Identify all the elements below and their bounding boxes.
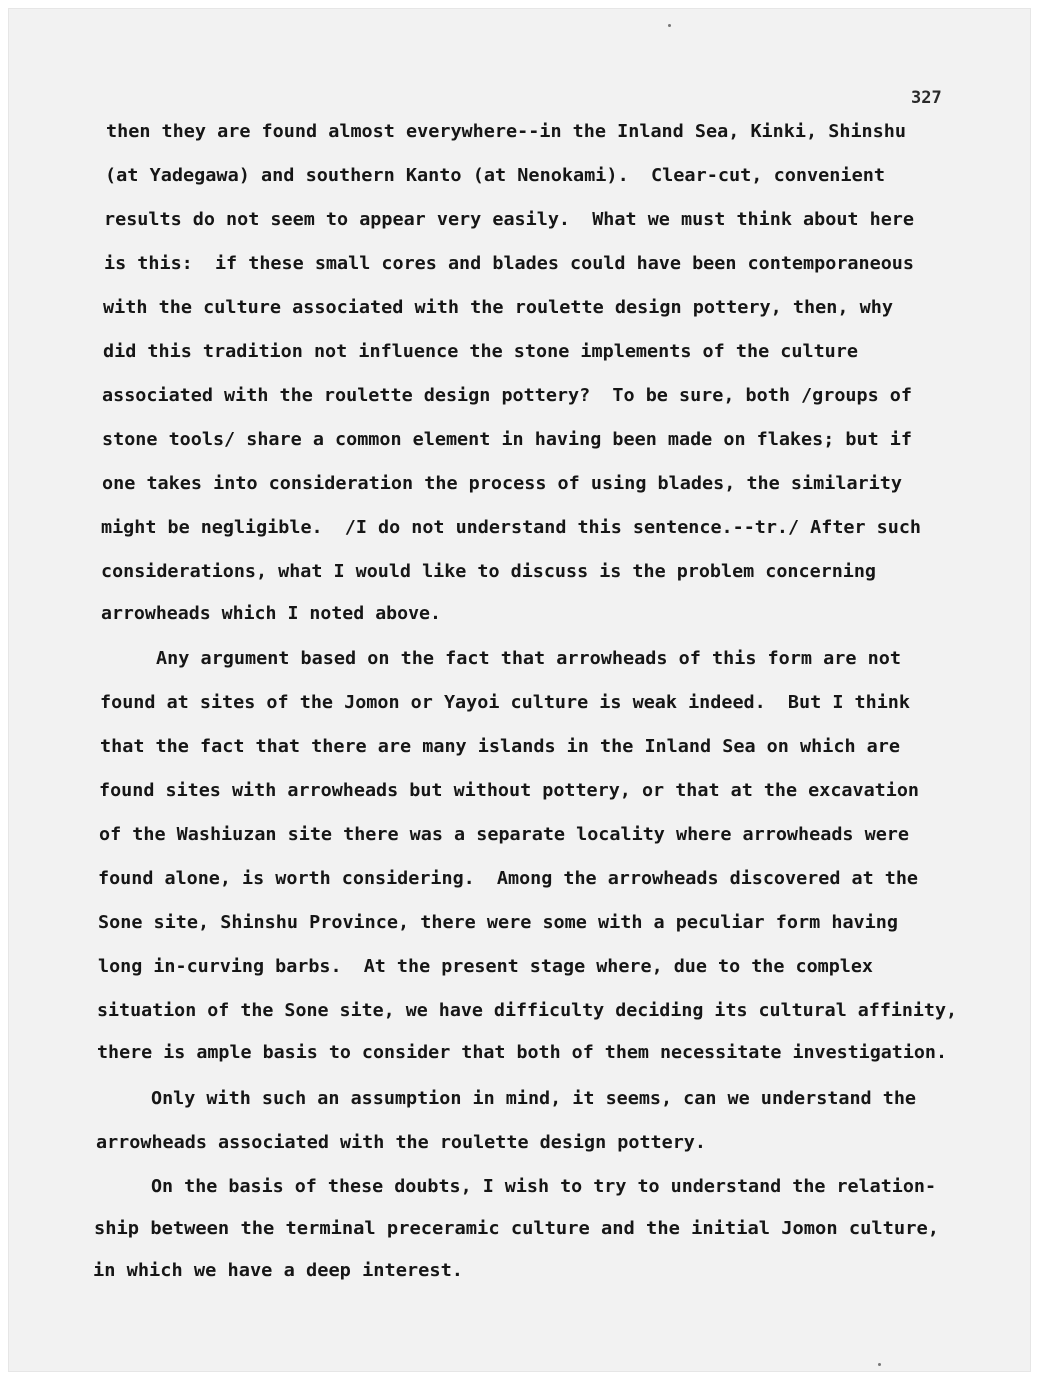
text-line: stone tools/ share a common element in having been made on flakes; but if — [102, 430, 912, 450]
text-line: associated with the roulette design pottery? To be sure, both /groups of — [102, 386, 912, 406]
text-line: in which we have a deep interest. — [93, 1261, 463, 1281]
text-line: found sites with arrowheads but without pottery, or that at the excavation — [99, 781, 919, 801]
text-line: arrowheads associated with the roulette design pottery. — [96, 1133, 706, 1153]
text-line: long in-curving barbs. At the present stage where, due to the complex — [98, 957, 873, 977]
document-page — [8, 8, 1031, 1372]
text-line: results do not seem to appear very easily. What we must think about here — [104, 210, 914, 230]
text-line: situation of the Sone site, we have difficulty deciding its cultural affinity, — [97, 1001, 957, 1021]
text-line: Only with such an assumption in mind, it seems, can we understand the — [151, 1089, 916, 1109]
text-line: there is ample basis to consider that both of them necessitate investigation. — [97, 1043, 947, 1063]
text-line: might be negligible. /I do not understand this sentence.--tr./ After such — [101, 518, 921, 538]
text-line: (at Yadegawa) and southern Kanto (at Nenokami). Clear-cut, convenient — [105, 166, 885, 186]
text-line: of the Washiuzan site there was a separate locality where arrowheads were — [99, 825, 909, 845]
text-line: Any argument based on the fact that arrowheads of this form are not — [156, 649, 901, 669]
text-line: considerations, what I would like to discuss is the problem concerning — [101, 562, 876, 582]
text-line: found alone, is worth considering. Among the arrowheads discovered at the — [98, 869, 918, 889]
scan-speck — [878, 1363, 881, 1366]
text-line: ship between the terminal preceramic culture and the initial Jomon culture, — [94, 1219, 939, 1239]
text-line: is this: if these small cores and blades could have been contemporaneous — [104, 254, 914, 274]
text-line: found at sites of the Jomon or Yayoi culture is weak indeed. But I think — [100, 693, 910, 713]
text-line: with the culture associated with the roulette design pottery, then, why — [103, 298, 893, 318]
text-line: that the fact that there are many islands in the Inland Sea on which are — [100, 737, 901, 757]
scan-speck — [668, 24, 671, 27]
text-line: then they are found almost everywhere--in the Inland Sea, Kinki, Shinshu — [106, 122, 907, 142]
text-line: one takes into consideration the process of using blades, the similarity — [102, 474, 903, 494]
page-number: 327 — [911, 88, 942, 108]
text-line: Sone site, Shinshu Province, there were some with a peculiar form having — [98, 913, 899, 933]
text-line: did this tradition not influence the stone implements of the culture — [103, 342, 858, 362]
text-line: arrowheads which I noted above. — [101, 604, 441, 624]
text-line: On the basis of these doubts, I wish to try to understand the relation- — [151, 1177, 936, 1197]
